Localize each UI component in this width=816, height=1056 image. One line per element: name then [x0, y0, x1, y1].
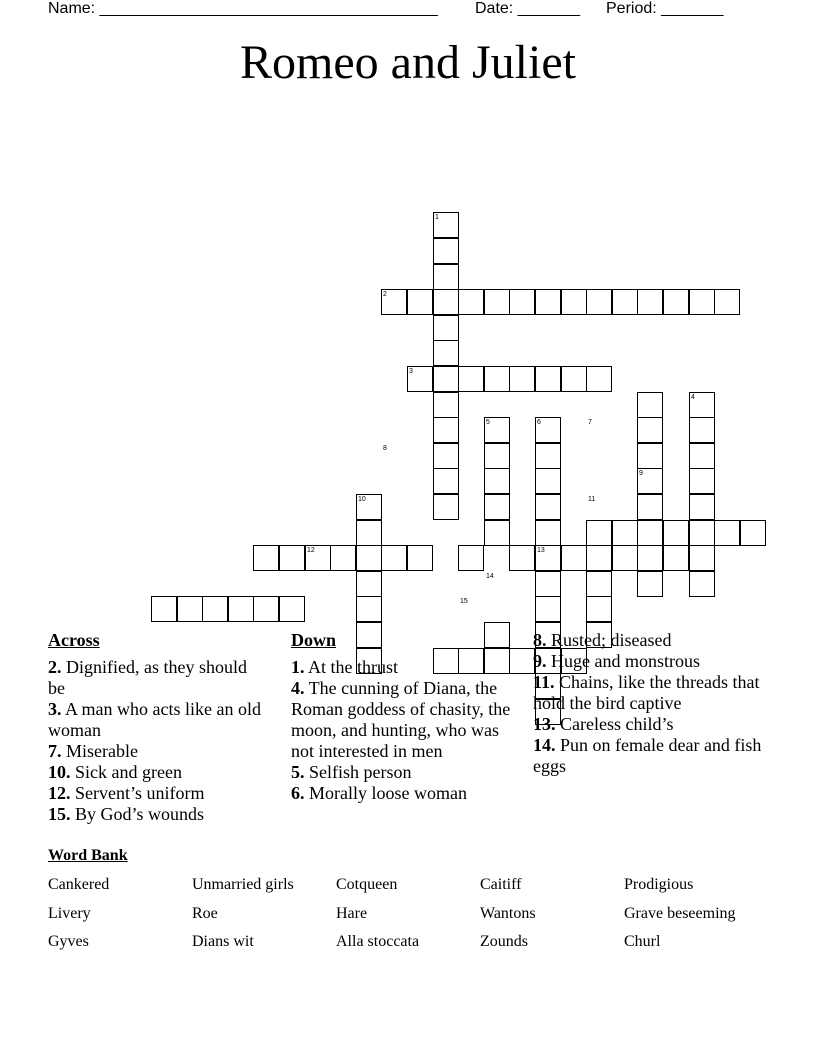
- grid-cell[interactable]: [330, 545, 356, 571]
- clue-item-number: 14.: [533, 735, 556, 755]
- grid-cell[interactable]: [356, 520, 382, 546]
- grid-cell[interactable]: [586, 545, 612, 571]
- across-clues: [48, 630, 268, 825]
- grid-cell[interactable]: [535, 494, 561, 520]
- grid-cell[interactable]: [356, 545, 382, 571]
- grid-cell[interactable]: [458, 289, 484, 315]
- grid-cell[interactable]: [433, 494, 459, 520]
- grid-cell[interactable]: [535, 596, 561, 622]
- grid-cell[interactable]: [663, 520, 689, 546]
- grid-cell[interactable]: [509, 545, 535, 571]
- grid-cell[interactable]: [535, 366, 561, 392]
- word-bank-item: Zounds: [480, 933, 528, 950]
- grid-cell[interactable]: [484, 494, 510, 520]
- grid-cell[interactable]: [484, 443, 510, 469]
- grid-cell[interactable]: [689, 494, 715, 520]
- grid-cell[interactable]: [714, 289, 740, 315]
- grid-cell[interactable]: [561, 366, 587, 392]
- clue-number: 1: [435, 214, 439, 221]
- clue-number: 15: [460, 598, 468, 605]
- clue-item-number: 15.: [48, 804, 71, 824]
- clue-number: 7: [588, 419, 592, 426]
- grid-cell[interactable]: [253, 596, 279, 622]
- word-bank-item: Alla stoccata: [336, 933, 420, 950]
- grid-cell[interactable]: [433, 392, 459, 418]
- word-bank-heading: Word Bank: [48, 847, 128, 864]
- clue-item-text: By God’s wounds: [70, 804, 205, 824]
- grid-cell[interactable]: [484, 366, 510, 392]
- clue-item: [48, 762, 268, 783]
- clue-item-number: 11.: [533, 672, 555, 692]
- clue-number: 5: [486, 419, 490, 426]
- grid-cell[interactable]: [586, 289, 612, 315]
- grid-cell[interactable]: [509, 289, 535, 315]
- grid-cell[interactable]: [637, 545, 663, 571]
- grid-cell[interactable]: [612, 520, 638, 546]
- grid-cell[interactable]: [637, 417, 663, 443]
- word-bank-item: Caitiff: [480, 876, 522, 893]
- clue-item: [533, 714, 773, 735]
- grid-cell[interactable]: [151, 596, 177, 622]
- clue-number: 8: [383, 445, 387, 452]
- clue-item: [291, 678, 523, 762]
- grid-cell[interactable]: [637, 571, 663, 597]
- clue-item: [48, 657, 268, 699]
- clue-number: 2: [383, 291, 387, 298]
- grid-cell[interactable]: [279, 596, 305, 622]
- clue-item: [533, 651, 773, 672]
- grid-cell[interactable]: [381, 545, 407, 571]
- grid-cell[interactable]: [177, 596, 203, 622]
- grid-cell[interactable]: [407, 545, 433, 571]
- clue-item: [291, 762, 523, 783]
- grid-cell[interactable]: [279, 545, 305, 571]
- grid-cell[interactable]: [433, 264, 459, 290]
- grid-cell[interactable]: [740, 520, 766, 546]
- grid-cell[interactable]: [637, 494, 663, 520]
- clue-number: 9: [639, 470, 643, 477]
- grid-cell[interactable]: [484, 520, 510, 546]
- clue-item-text: Selfish person: [304, 762, 412, 782]
- grid-cell[interactable]: [509, 366, 535, 392]
- clue-number: 6: [537, 419, 541, 426]
- name-field-label: Name: ______________________________________: [48, 0, 438, 17]
- word-bank-item: Unmarried girls: [192, 876, 294, 893]
- grid-cell[interactable]: [663, 545, 689, 571]
- clue-number: 3: [409, 368, 413, 375]
- grid-cell[interactable]: [637, 289, 663, 315]
- clue-item-number: 12.: [48, 783, 71, 803]
- word-bank-item: Dians wit: [192, 933, 254, 950]
- page-title: Romeo and Juliet: [240, 36, 576, 89]
- clue-item: [48, 741, 268, 762]
- grid-cell[interactable]: [202, 596, 228, 622]
- grid-cell[interactable]: [484, 468, 510, 494]
- clue-number: 12: [307, 547, 315, 554]
- grid-cell[interactable]: [484, 289, 510, 315]
- grid-cell[interactable]: [586, 520, 612, 546]
- grid-cell[interactable]: [637, 520, 663, 546]
- clue-number: 10: [358, 496, 366, 503]
- clue-item-number: 2.: [48, 657, 62, 677]
- word-bank-item: Gyves: [48, 933, 89, 950]
- clue-item-text: Miserable: [61, 741, 138, 761]
- clue-item-number: 1.: [291, 657, 305, 677]
- clue-item: [48, 699, 268, 741]
- grid-cell[interactable]: [458, 545, 484, 571]
- grid-cell[interactable]: [433, 315, 459, 341]
- word-bank-item: Grave beseeming: [624, 905, 736, 922]
- word-bank-item: Prodigious: [624, 876, 694, 893]
- clue-item-text: A man who acts like an old woman: [48, 699, 261, 740]
- grid-cell[interactable]: [535, 468, 561, 494]
- clue-item: [48, 804, 268, 825]
- grid-cell[interactable]: [433, 417, 459, 443]
- grid-cell[interactable]: [458, 366, 484, 392]
- grid-cell[interactable]: [356, 596, 382, 622]
- clue-number: 14: [486, 573, 494, 580]
- down-heading: Down: [291, 630, 337, 650]
- grid-cell[interactable]: [637, 392, 663, 418]
- clue-item: [533, 672, 773, 714]
- grid-cell[interactable]: [535, 443, 561, 469]
- clue-item-text: Servent’s uniform: [70, 783, 205, 803]
- word-bank-item: Roe: [192, 905, 218, 922]
- word-bank-item: Livery: [48, 905, 91, 922]
- word-bank-item: Wantons: [480, 905, 536, 922]
- grid-cell[interactable]: [228, 596, 254, 622]
- grid-cell[interactable]: [535, 289, 561, 315]
- clue-item-number: 5.: [291, 762, 305, 782]
- grid-cell[interactable]: [689, 545, 715, 571]
- grid-cell[interactable]: [253, 545, 279, 571]
- across-heading: Across: [48, 630, 100, 650]
- down-clues-continued: [533, 630, 773, 777]
- clue-number: 11: [588, 496, 596, 503]
- word-bank-item: Churl: [624, 933, 661, 950]
- word-bank-item: Cankered: [48, 876, 110, 893]
- clue-item-text: Rusted; diseased: [546, 630, 672, 650]
- word-bank-item: Cotqueen: [336, 876, 398, 893]
- clue-item-text: Sick and green: [70, 762, 182, 782]
- clue-item-number: 3.: [48, 699, 62, 719]
- clue-item: [533, 630, 773, 651]
- period-field-label: Period: _______: [606, 0, 724, 17]
- clue-item-number: 10.: [48, 762, 71, 782]
- clue-item-text: Chains, like the threads that hold the bird captive: [533, 672, 760, 713]
- clue-item: [291, 783, 523, 804]
- grid-cell[interactable]: [561, 289, 587, 315]
- grid-cell[interactable]: [356, 571, 382, 597]
- word-bank-item: Hare: [336, 905, 368, 922]
- clue-item-text: The cunning of Diana, the Roman goddess of chasity, the moon, and hunting, who was not interested in men: [291, 678, 511, 761]
- clue-item: [291, 657, 523, 678]
- grid-cell[interactable]: [663, 289, 689, 315]
- grid-cell[interactable]: [689, 289, 715, 315]
- clue-item-text: Pun on female dear and fish eggs: [533, 735, 762, 776]
- date-field-label: Date: _______: [475, 0, 580, 17]
- clue-item-text: At the thrust: [304, 657, 398, 677]
- clue-item-number: 7.: [48, 741, 62, 761]
- grid-cell[interactable]: [689, 417, 715, 443]
- grid-cell[interactable]: [433, 468, 459, 494]
- grid-cell[interactable]: [689, 468, 715, 494]
- grid-cell[interactable]: [535, 571, 561, 597]
- grid-cell[interactable]: [586, 571, 612, 597]
- grid-cell[interactable]: [433, 443, 459, 469]
- clue-item: [48, 783, 268, 804]
- clue-item-text: Morally loose woman: [304, 783, 467, 803]
- clue-item-text: Careless child’s: [555, 714, 674, 734]
- clue-item-number: 8.: [533, 630, 547, 650]
- grid-cell[interactable]: [433, 238, 459, 264]
- clue-number: 13: [537, 547, 545, 554]
- grid-cell[interactable]: [433, 289, 459, 315]
- clue-number: 4: [691, 394, 695, 401]
- grid-cell[interactable]: [637, 443, 663, 469]
- grid-cell[interactable]: [535, 520, 561, 546]
- clue-item-number: 6.: [291, 783, 305, 803]
- clue-item-text: Huge and monstrous: [546, 651, 700, 671]
- clue-item-number: 4.: [291, 678, 305, 698]
- grid-cell[interactable]: [407, 289, 433, 315]
- grid-cell[interactable]: [689, 443, 715, 469]
- clue-item-number: 9.: [533, 651, 547, 671]
- grid-cell[interactable]: [586, 366, 612, 392]
- grid-cell[interactable]: [689, 520, 715, 546]
- grid-cell[interactable]: [433, 340, 459, 366]
- grid-cell[interactable]: [586, 596, 612, 622]
- clue-item-text: Dignified, as they should be: [48, 657, 247, 698]
- clue-item-number: 13.: [533, 714, 556, 734]
- clue-item: [533, 735, 773, 777]
- down-clues: [291, 630, 523, 804]
- grid-cell[interactable]: [612, 545, 638, 571]
- grid-cell[interactable]: [433, 366, 459, 392]
- grid-cell[interactable]: [612, 289, 638, 315]
- grid-cell[interactable]: [714, 520, 740, 546]
- grid-cell[interactable]: [561, 545, 587, 571]
- grid-cell[interactable]: [689, 571, 715, 597]
